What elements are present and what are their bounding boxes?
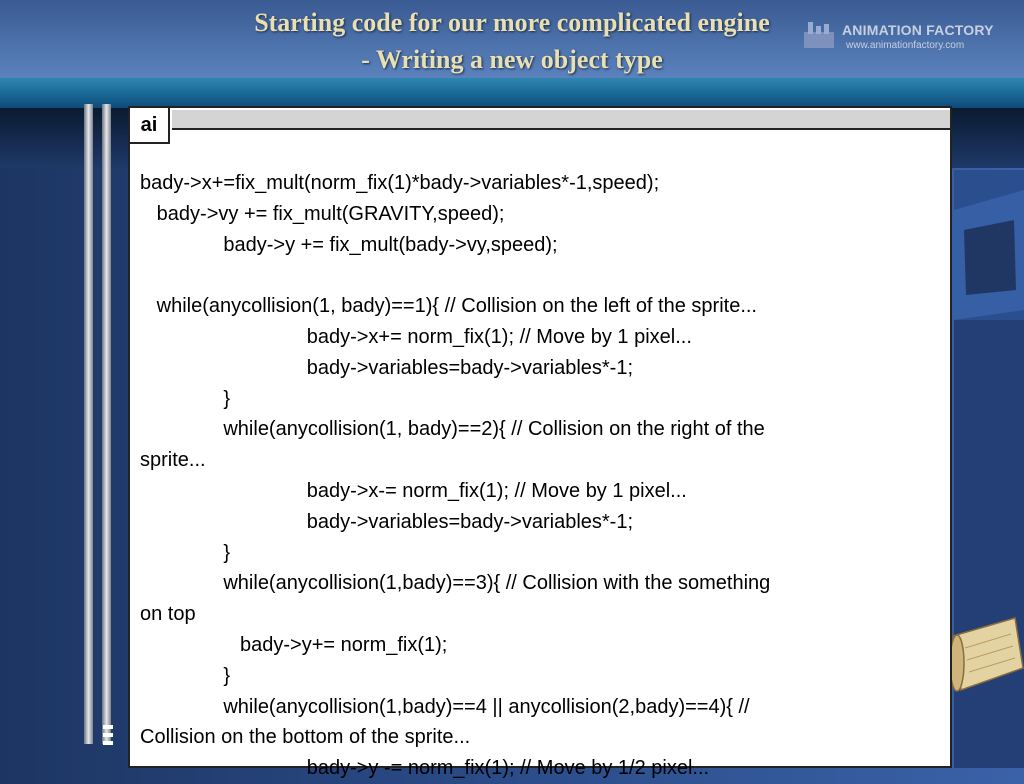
code-block: [140, 168, 946, 784]
code-line: Collision on the bottom of the sprite...: [140, 726, 471, 749]
code-line: while(anycollision(1, bady)==2){ // Collision on the right of the: [140, 418, 765, 441]
code-line: while(anycollision(1,bady)==4 || anycollision(2,bady)==4){ //: [140, 695, 750, 718]
parchment-scroll-icon: [945, 608, 1024, 708]
code-line: sprite...: [140, 449, 206, 472]
factory-logo-icon: [802, 20, 838, 50]
code-line: bady->variables=bady->variables*-1;: [140, 510, 634, 533]
code-line: [140, 260, 946, 291]
code-line: }: [140, 541, 231, 564]
code-line: bady->x+=fix_mult(norm_fix(1)*bady->variables*-1,speed);: [140, 172, 660, 194]
code-line: bady->y -= norm_fix(1); // Move by 1/2 pixel...: [140, 757, 710, 780]
rail-left: [84, 104, 93, 744]
code-line: bady->variables=bady->variables*-1;: [140, 356, 634, 379]
panel-tab: ai: [130, 108, 170, 144]
slide-title-line-2: - Writing a new object type: [361, 45, 663, 74]
logo-url: www.animationfactory.com: [846, 40, 965, 51]
code-line: bady->y += fix_mult(bady->vy,speed);: [140, 233, 558, 256]
code-line: on top: [140, 603, 196, 626]
decorative-rails: [80, 104, 120, 744]
logo-name: ANIMATION FACTORY: [842, 22, 994, 38]
code-line: }: [140, 664, 231, 687]
slide-header: [0, 0, 1024, 78]
code-line: bady->x+= norm_fix(1); // Move by 1 pixel...: [140, 325, 692, 348]
code-line: }: [140, 387, 231, 410]
rail-right: [102, 104, 111, 744]
teal-bar: [0, 78, 1024, 108]
panel-header-strip: [172, 110, 950, 130]
code-panel: [128, 106, 952, 780]
code-line: bady->y+= norm_fix(1);: [140, 633, 448, 656]
code-line: bady->x-= norm_fix(1); // Move by 1 pixel...: [140, 479, 687, 502]
slide-title-line-1: Starting code for our more complicated engine: [254, 8, 770, 37]
code-line: while(anycollision(1, bady)==1){ // Collision on the left of the sprite...: [140, 295, 757, 318]
rail-dots: [103, 725, 113, 745]
animation-factory-logo: [802, 16, 1002, 56]
code-line: while(anycollision(1,bady)==3){ // Collision with the something: [140, 572, 771, 595]
code-line: bady->vy += fix_mult(GRAVITY,speed);: [140, 202, 505, 225]
